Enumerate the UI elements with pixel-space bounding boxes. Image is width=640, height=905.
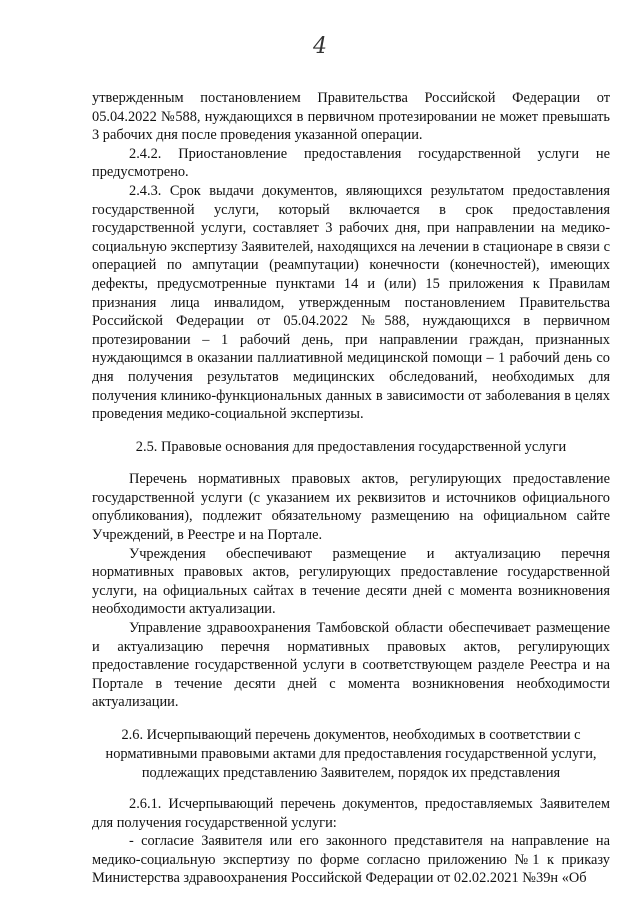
- paragraph-2-6-1: 2.6.1. Исчерпывающий перечень документов, предоставляемых Заявителем для получения государственной услуги:: [92, 796, 610, 831]
- paragraph-2-4-2: 2.4.2. Приостановление предоставления государственной услуги не предусмотрено.: [92, 145, 610, 181]
- paragraph-legal-acts-list: Перечень нормативных правовых актов, регулирующих предоставление государственной услуги (с указанием их реквизитов и источников официального опубликования), подлежит обязательному размещению на официальном сайте Учреждений, в Реестре и на Портале.: [92, 471, 610, 544]
- paragraph-institutions: Учреждения обеспечивают размещение и актуализацию перечня нормативных правовых актов, регулирующих предоставление государственной услуги, на официальных сайтах в течение десяти дней с момента возникновения необходимости актуализации.: [92, 545, 610, 618]
- heading-2-5: 2.5. Правовые основания для предоставления государственной услуги: [135, 438, 567, 455]
- document-body: [92, 89, 610, 888]
- paragraph-2-4-3: 2.4.3. Срок выдачи документов, являющихся результатом предоставления государственной услуги, который включается в срок предоставления государственной услуги, составляет 3 рабочих дня, при направлении на медико-социальную экспертизу Заявителей, находящихся на лечении в стационаре в связи с операцией по ампутации (реампутации) конечности (конечностей), имеющих дефекты, предусмотренные пунктами 14 и (или) 15 приложения к Правилам признания лица инвалидом, утвержденным постановлением Правительства Российской Федерации от 05.04.2022 №588, нуждающихся в первичном протезировании – 1 рабочий день, при направлении граждан, признанных нуждающимся в оказании паллиативной медицинской помощи – 1 рабочий день со дня получения результатов медицинских обследований, необходимых для получения клинико-функциональных данных в зависимости от заболевания в целях проведения медико-социальной экспертизы.: [92, 182, 610, 423]
- paragraph-continuation: утвержденным постановлением Правительства Российской Федерации от 05.04.2022 №588, нуждающихся в первичном протезировании не может превышать 3 рабочих дня после проведения указанной операции.: [92, 90, 610, 144]
- paragraph-health-department: Управление здравоохранения Тамбовской области обеспечивает размещение и актуализацию перечня нормативных правовых актов, регулирующих предоставление государственной услуги в соответствующем разделе Реестра и на Портале в течение десяти дней с момента возникновения необходимости актуализации.: [92, 620, 610, 711]
- heading-2-6: 2.6. Исчерпывающий перечень документов, необходимых в соответствии с нормативными правовыми актами для предоставления государственной услуги, подлежащих представлению Заявителем, порядок их представления: [105, 727, 597, 781]
- page-number: 4: [313, 34, 327, 59]
- paragraph-consent-item: - согласие Заявителя или его законного представителя на направление на медико-социальную экспертизу по форме согласно приложению №1 к приказу Министерства здравоохранения Российской Федерации от 02.02.2021 №39н «Об: [92, 833, 610, 887]
